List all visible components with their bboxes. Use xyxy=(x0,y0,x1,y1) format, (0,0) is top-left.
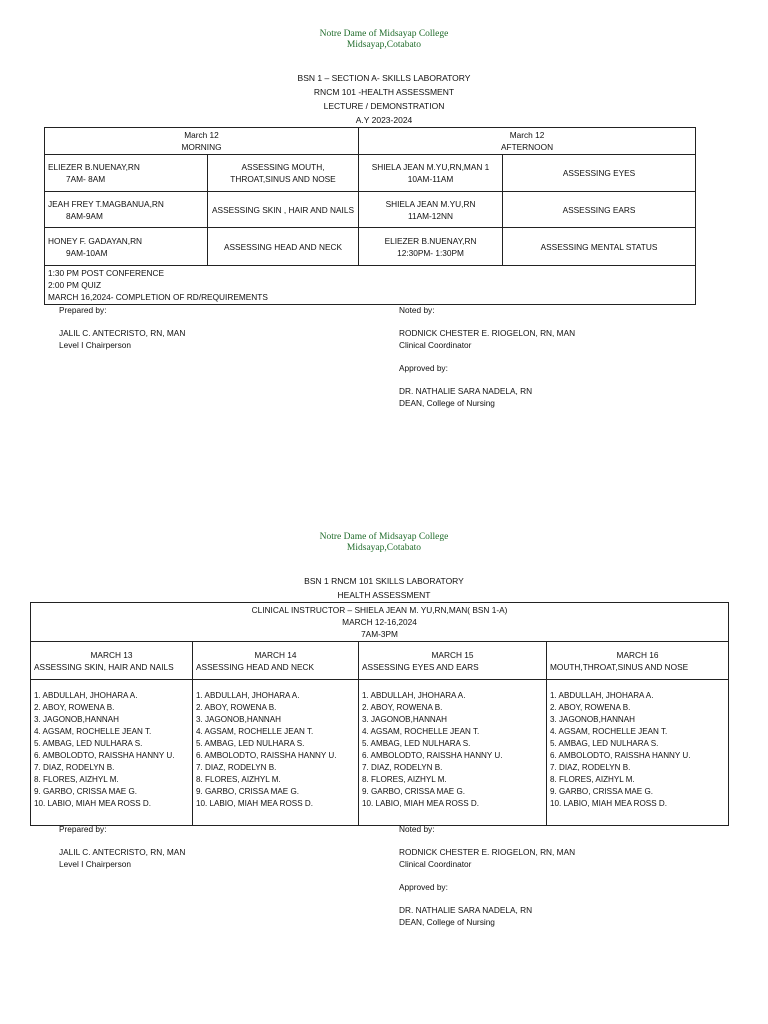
list-item: 9. GARBO, CRISSA MAE G. xyxy=(196,787,299,796)
pm-topic-cell: ASSESSING MENTAL STATUS xyxy=(503,228,696,266)
table-row xyxy=(45,228,696,266)
noted-by-block xyxy=(399,823,575,928)
am-instructor-cell: HONEY F. GADAYAN,RN 9AM-10AM xyxy=(45,228,208,266)
list-item: 6. AMBOLODTO, RAISSHA HANNY U. xyxy=(196,751,337,760)
am-instructor-cell: JEAH FREY T.MAGBANUA,RN 8AM-9AM xyxy=(45,192,208,228)
list-item: 3. JAGONOB,HANNAH xyxy=(362,715,448,724)
college-header-2 xyxy=(0,532,768,554)
college-location: Midsayap,Cotabato xyxy=(346,543,422,553)
list-item: 2. ABOY, ROWENA B. xyxy=(196,703,277,712)
list-item: 10. LABIO, MIAH MEA ROSS D. xyxy=(550,799,667,808)
list-item: 4. AGSAM, ROCHELLE JEAN T. xyxy=(550,727,668,736)
student-list xyxy=(362,690,543,810)
am-topic-cell: ASSESSING HEAD AND NECK xyxy=(208,228,359,266)
student-list xyxy=(34,690,189,810)
prepared-title: Level I Chairperson xyxy=(59,859,131,869)
day-header-cell: MARCH 14 ASSESSING HEAD AND NECK xyxy=(193,642,359,680)
list-item: 9. GARBO, CRISSA MAE G. xyxy=(550,787,653,796)
student-list xyxy=(196,690,355,810)
list-item: 3. JAGONOB,HANNAH xyxy=(34,715,120,724)
student-list-cell xyxy=(193,680,359,826)
college-name: Notre Dame of Midsayap College xyxy=(319,532,449,542)
list-item: 5. AMBAG, LED NULHARA S. xyxy=(34,739,143,748)
table-footer-row xyxy=(45,266,696,305)
list-item: 5. AMBAG, LED NULHARA S. xyxy=(550,739,659,748)
pm-instructor-cell: ELIEZER B.NUENAY,RN 12:30PM- 1:30PM xyxy=(359,228,503,266)
noted-label: Noted by: xyxy=(399,305,435,315)
prepared-by-block xyxy=(59,304,185,351)
table-header-row xyxy=(45,128,696,155)
list-item: 1. ABDULLAH, JHOHARA A. xyxy=(362,691,466,700)
list-item: 6. AMBOLODTO, RAISSHA HANNY U. xyxy=(550,751,691,760)
day-header-cell: MARCH 13 ASSESSING SKIN, HAIR AND NAILS xyxy=(31,642,193,680)
list-item: 9. GARBO, CRISSA MAE G. xyxy=(34,787,137,796)
list-item: 10. LABIO, MIAH MEA ROSS D. xyxy=(34,799,151,808)
schedule-title-2 xyxy=(0,574,768,602)
approved-title: DEAN, College of Nursing xyxy=(399,398,495,408)
list-item: 7. DIAZ, RODELYN B. xyxy=(34,763,115,772)
noted-name: RODNICK CHESTER E. RIOGELON, RN, MAN xyxy=(399,847,576,857)
list-item: 1. ABDULLAH, JHOHARA A. xyxy=(550,691,654,700)
college-header-1 xyxy=(0,29,768,51)
day-header-row xyxy=(31,642,729,680)
pm-topic-cell: ASSESSING EYES xyxy=(503,155,696,192)
prepared-name: JALIL C. ANTECRISTO, RN, MAN xyxy=(59,328,186,338)
list-item: 4. AGSAM, ROCHELLE JEAN T. xyxy=(362,727,480,736)
list-item: 7. DIAZ, RODELYN B. xyxy=(550,763,631,772)
college-location: Midsayap,Cotabato xyxy=(346,40,422,50)
pm-instructor-cell: SHIELA JEAN M.YU,RN,MAN 1 10AM-11AM xyxy=(359,155,503,192)
title-line: BSN 1 – SECTION A- SKILLS LABORATORY xyxy=(297,73,471,83)
table-row xyxy=(45,192,696,228)
title-line: LECTURE / DEMONSTRATION xyxy=(323,101,445,111)
noted-title: Clinical Coordinator xyxy=(399,340,472,350)
conference-notes: 1:30 PM POST CONFERENCE 2:00 PM QUIZ MARCH 16,2024- COMPLETION OF RD/REQUIREMENTS xyxy=(45,266,696,305)
prepared-label: Prepared by: xyxy=(59,824,107,834)
list-item: 3. JAGONOB,HANNAH xyxy=(550,715,636,724)
list-item: 2. ABOY, ROWENA B. xyxy=(550,703,631,712)
prepared-title: Level I Chairperson xyxy=(59,340,131,350)
am-topic-cell: ASSESSING MOUTH, THROAT,SINUS AND NOSE xyxy=(208,155,359,192)
list-item: 4. AGSAM, ROCHELLE JEAN T. xyxy=(196,727,314,736)
day-header-cell: MARCH 16 MOUTH,THROAT,SINUS AND NOSE xyxy=(547,642,729,680)
list-item: 5. AMBAG, LED NULHARA S. xyxy=(362,739,471,748)
noted-by-block xyxy=(399,304,575,409)
list-item: 7. DIAZ, RODELYN B. xyxy=(362,763,443,772)
prepared-name: JALIL C. ANTECRISTO, RN, MAN xyxy=(59,847,186,857)
title-line: BSN 1 RNCM 101 SKILLS LABORATORY xyxy=(304,576,464,586)
approved-name: DR. NATHALIE SARA NADELA, RN xyxy=(399,905,533,915)
list-item: 3. JAGONOB,HANNAH xyxy=(196,715,282,724)
student-schedule-table xyxy=(30,602,729,826)
student-list-cell xyxy=(359,680,547,826)
list-item: 1. ABDULLAH, JHOHARA A. xyxy=(34,691,138,700)
title-line: RNCM 101 -HEALTH ASSESSMENT xyxy=(313,87,455,97)
approved-name: DR. NATHALIE SARA NADELA, RN xyxy=(399,386,533,396)
pm-instructor-cell: SHIELA JEAN M.YU,RN 11AM-12NN xyxy=(359,192,503,228)
prepared-label: Prepared by: xyxy=(59,305,107,315)
list-item: 4. AGSAM, ROCHELLE JEAN T. xyxy=(34,727,152,736)
list-item: 2. ABOY, ROWENA B. xyxy=(362,703,443,712)
approved-title: DEAN, College of Nursing xyxy=(399,917,495,927)
college-name: Notre Dame of Midsayap College xyxy=(319,29,449,39)
list-item: 10. LABIO, MIAH MEA ROSS D. xyxy=(196,799,313,808)
noted-title: Clinical Coordinator xyxy=(399,859,472,869)
student-list-cell xyxy=(31,680,193,826)
list-item: 6. AMBOLODTO, RAISSHA HANNY U. xyxy=(34,751,175,760)
list-item: 8. FLORES, AIZHYL M. xyxy=(550,775,635,784)
list-item: 10. LABIO, MIAH MEA ROSS D. xyxy=(362,799,479,808)
table-row xyxy=(45,155,696,192)
student-list xyxy=(550,690,725,810)
prepared-by-block xyxy=(59,823,185,870)
student-lists-row xyxy=(31,680,729,826)
list-item: 7. DIAZ, RODELYN B. xyxy=(196,763,277,772)
list-item: 9. GARBO, CRISSA MAE G. xyxy=(362,787,465,796)
list-item: 1. ABDULLAH, JHOHARA A. xyxy=(196,691,300,700)
day-header-cell: MARCH 15 ASSESSING EYES AND EARS xyxy=(359,642,547,680)
morning-header: March 12 MORNING xyxy=(45,128,359,155)
title-line: HEALTH ASSESSMENT xyxy=(337,590,431,600)
approved-label: Approved by: xyxy=(399,363,448,373)
instructor-header-row xyxy=(31,603,729,642)
list-item: 5. AMBAG, LED NULHARA S. xyxy=(196,739,305,748)
am-topic-cell: ASSESSING SKIN , HAIR AND NAILS xyxy=(208,192,359,228)
title-line: A.Y 2023-2024 xyxy=(355,115,413,125)
instructor-header: CLINICAL INSTRUCTOR – SHIELA JEAN M. YU,RN,MAN( BSN 1-A) MARCH 12-16,2024 7AM-3PM xyxy=(31,603,729,642)
pm-topic-cell: ASSESSING EARS xyxy=(503,192,696,228)
list-item: 8. FLORES, AIZHYL M. xyxy=(362,775,447,784)
schedule-table-1 xyxy=(44,127,696,305)
noted-name: RODNICK CHESTER E. RIOGELON, RN, MAN xyxy=(399,328,576,338)
schedule-title-1 xyxy=(0,71,768,127)
list-item: 8. FLORES, AIZHYL M. xyxy=(34,775,119,784)
list-item: 6. AMBOLODTO, RAISSHA HANNY U. xyxy=(362,751,503,760)
am-instructor-cell: ELIEZER B.NUENAY,RN 7AM- 8AM xyxy=(45,155,208,192)
list-item: 8. FLORES, AIZHYL M. xyxy=(196,775,281,784)
afternoon-header: March 12 AFTERNOON xyxy=(359,128,696,155)
noted-label: Noted by: xyxy=(399,824,435,834)
student-list-cell xyxy=(547,680,729,826)
list-item: 2. ABOY, ROWENA B. xyxy=(34,703,115,712)
approved-label: Approved by: xyxy=(399,882,448,892)
